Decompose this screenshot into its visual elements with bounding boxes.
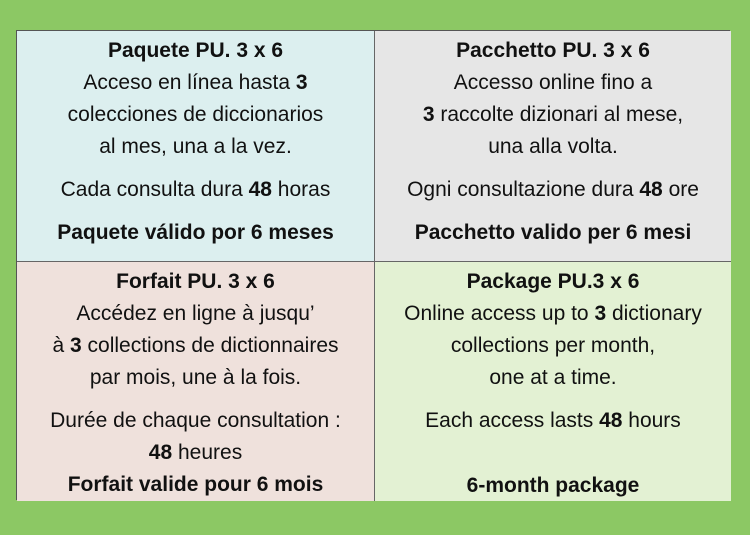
offer-line: collections per month, xyxy=(450,334,656,357)
offer-duration-value: 48 heures xyxy=(148,441,243,464)
offer-line: à 3 collections de dictionnaires xyxy=(52,334,339,357)
offer-title: Forfait PU. 3 x 6 xyxy=(116,270,275,293)
offer-line: colecciones de diccionarios xyxy=(67,103,324,126)
offer-cell-french xyxy=(17,262,375,501)
offer-line: 3 raccolte dizionari al mese, xyxy=(422,103,684,126)
offer-validity: Forfait valide pour 6 mois xyxy=(67,473,324,496)
offer-validity: Paquete válido por 6 meses xyxy=(57,221,334,244)
offer-title: Pacchetto PU. 3 x 6 xyxy=(456,39,650,62)
offer-title: Paquete PU. 3 x 6 xyxy=(107,39,284,62)
offer-line: Acceso en línea hasta 3 xyxy=(83,71,308,94)
offer-line: Accesso online fino a xyxy=(453,71,653,94)
offer-validity: Pacchetto valido per 6 mesi xyxy=(414,221,692,244)
offer-line: one at a time. xyxy=(489,366,617,389)
offer-duration: Durée de chaque consultation : xyxy=(50,409,341,432)
offer-duration: Ogni consultazione dura 48 ore xyxy=(407,178,699,201)
offer-line: Online access up to 3 dictionary xyxy=(404,302,702,325)
offer-title: Package PU.3 x 6 xyxy=(466,270,640,293)
offer-line: una alla volta. xyxy=(488,135,618,158)
offer-duration: Cada consulta dura 48 horas xyxy=(60,178,331,201)
offer-line: al mes, una a la vez. xyxy=(99,135,292,158)
offer-cell-italian xyxy=(375,31,731,262)
offer-validity: 6-month package xyxy=(466,474,640,497)
offer-table xyxy=(16,30,730,500)
offer-line: par mois, une à la fois. xyxy=(89,366,302,389)
offer-duration: Each access lasts 48 hours xyxy=(425,409,681,432)
offer-line: Accédez en ligne à jusqu’ xyxy=(76,302,315,325)
offer-cell-english xyxy=(375,262,731,501)
offer-cell-spanish xyxy=(17,31,375,262)
